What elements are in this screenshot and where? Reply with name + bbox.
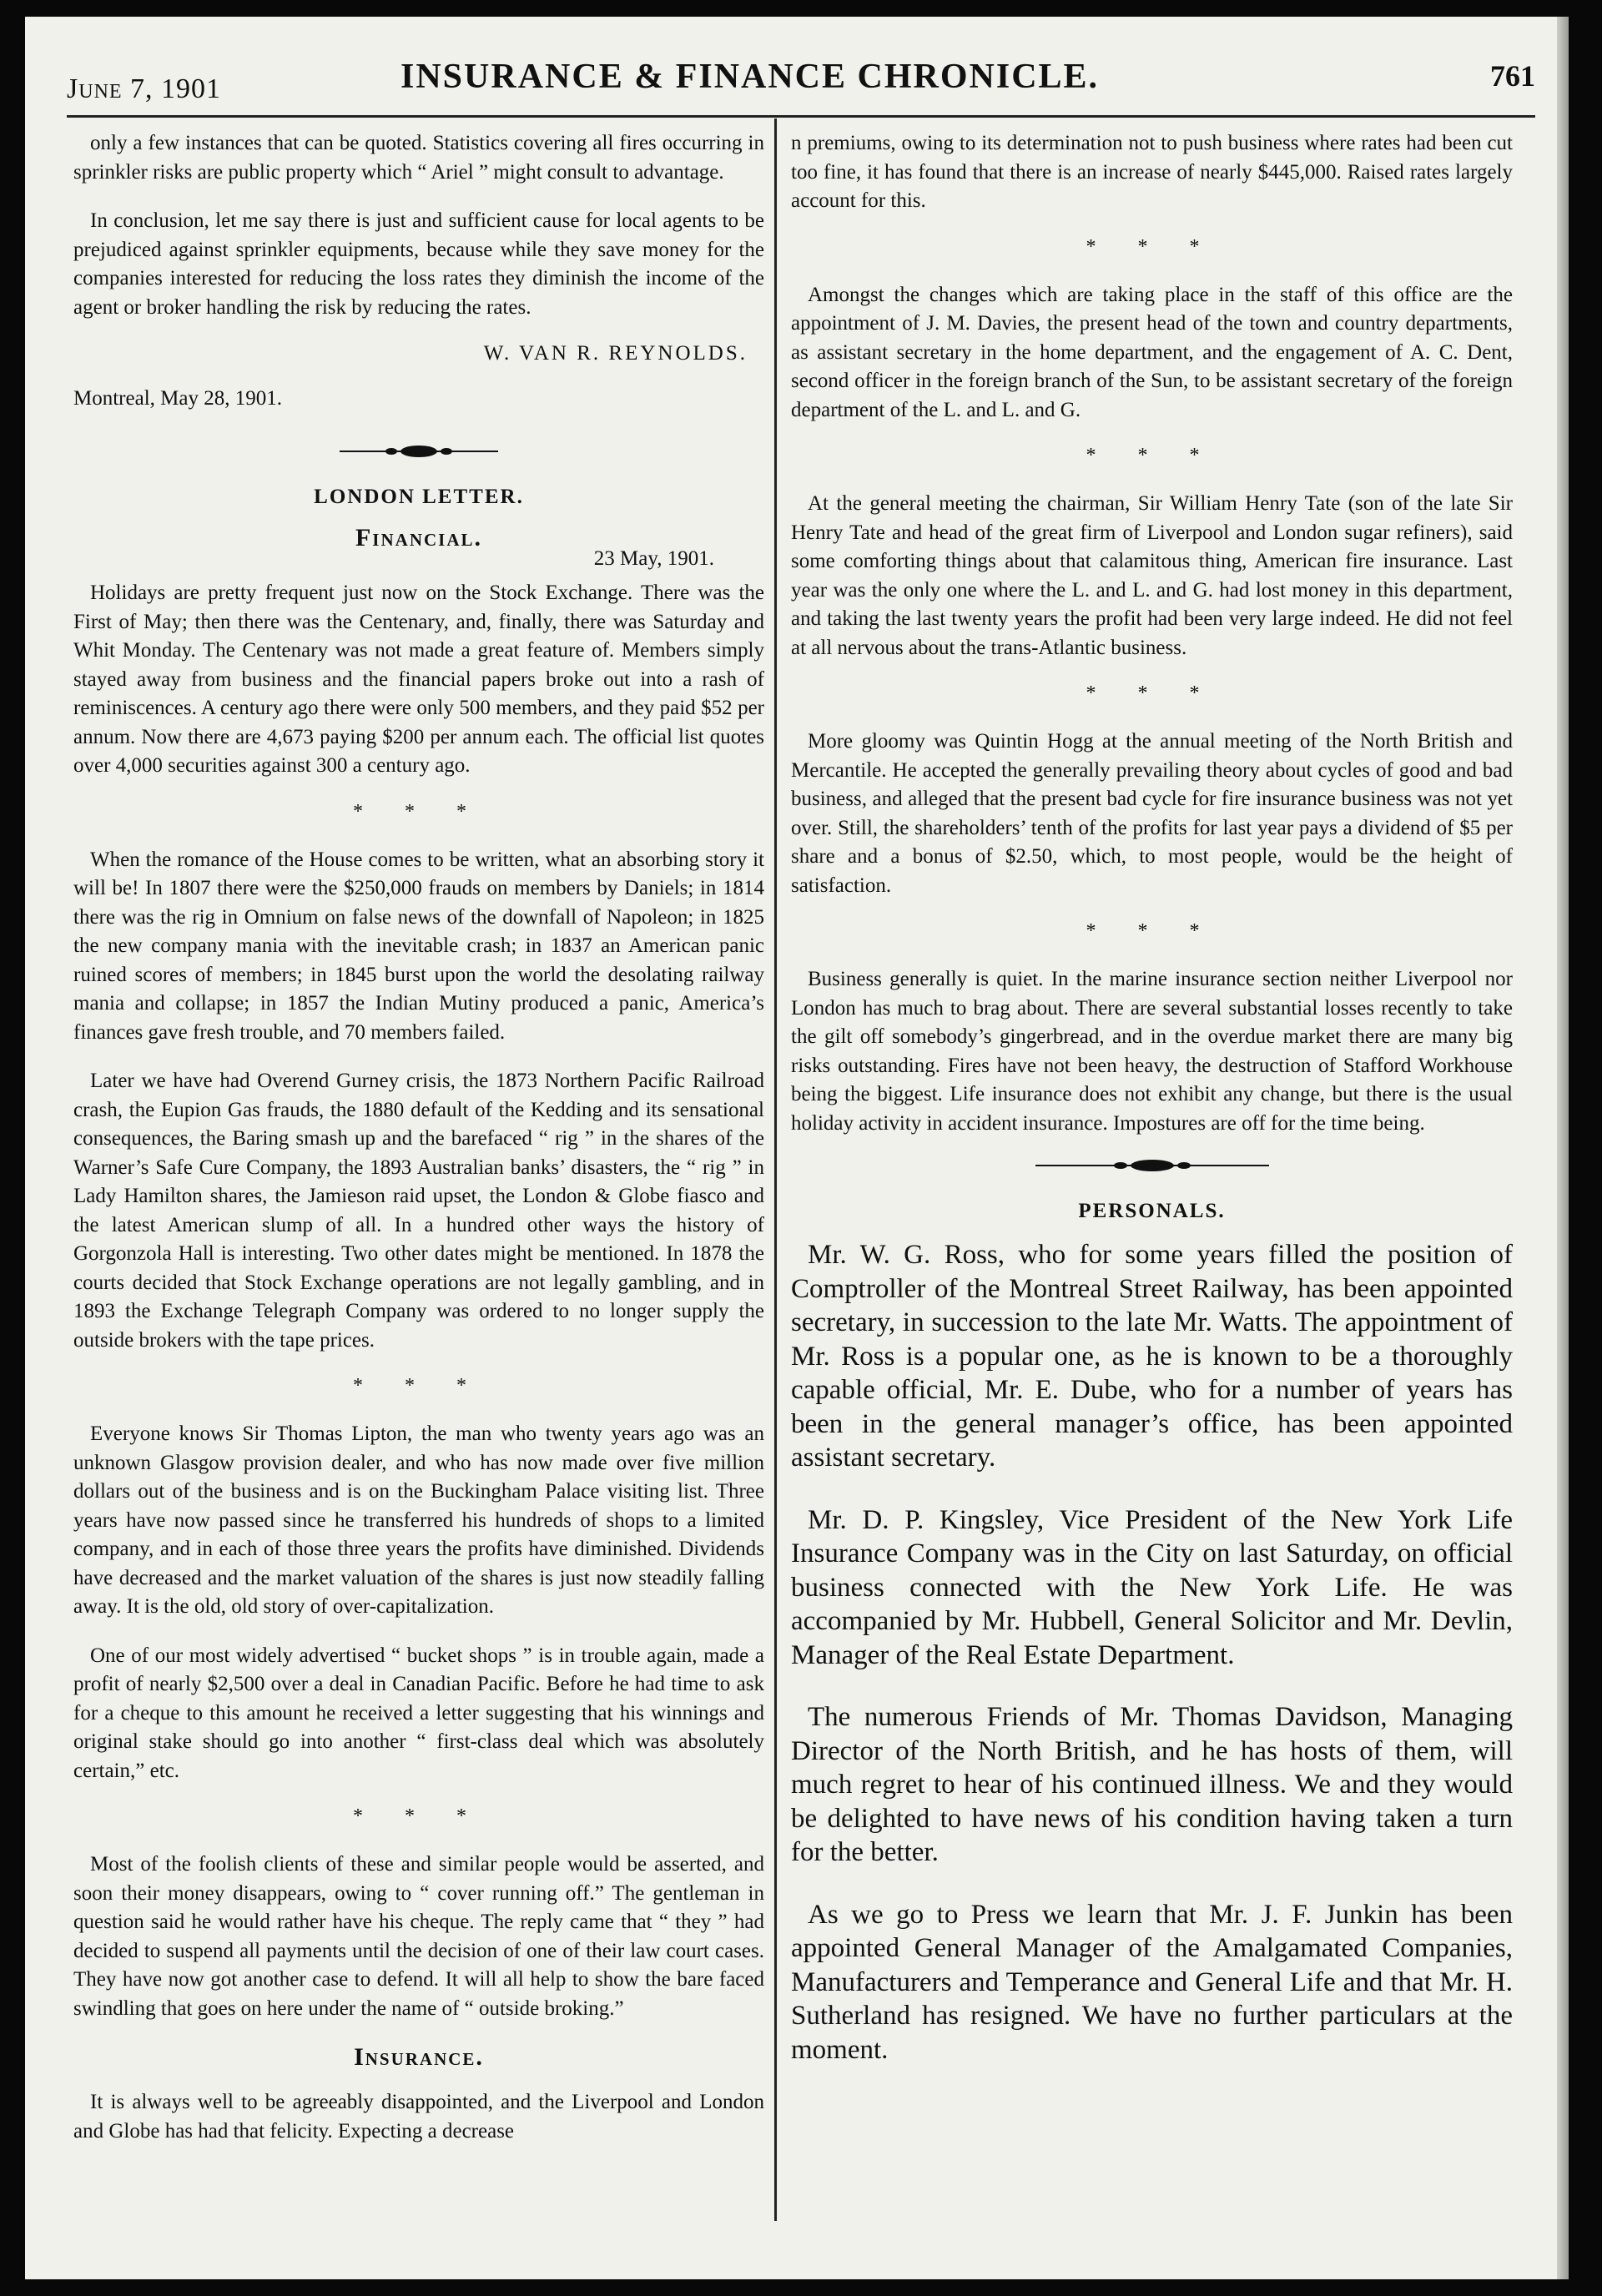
letter-dateline: Montreal, May 28, 1901.: [73, 387, 282, 410]
article-paragraph: Business generally is quiet. In the marine insurance section neither Liverpool nor London has much to brag about. There are several substantial losses recently to take the gilt off somebody’s gingerbread, and in the overdue market there are many big risks outstanding. Fires have not been heavy, the destruction of Stafford Workhouse being the biggest. Life insurance does not exhibit any change, but there is the usual holiday activity in accident insurance. Impostures are off for the time being.: [791, 968, 1513, 1135]
section-ornament: [73, 444, 764, 477]
article-paragraph: Holidays are pretty frequent just now on the Stock Exchange. There was the First of May; then there was the Centenary, and, finally, there was Saturday and Whit Monday. The Centenary was not made a great feature of. Members simply stayed away from business and the financial papers broke out into a rash of reminiscences. A century ago there were only 500 members, and they paid $52 per annum. Now there are 4,673 paying $200 per annum each. The official list quotes over 4,000 securities against 300 a century ago.: [73, 582, 764, 777]
article-date: 23 May, 1901.: [593, 547, 714, 570]
personal-item: Mr. W. G. Ross, who for some years filled the position of Comptroller of the Montreal Street Railway, has been appointed secretary, in succession to the late Mr. Watts. The appointment of Mr. Ross is a popular one, as he is known to be a thoroughly capable official, Mr. E. Dube, who for a number of years has been in the general manager’s office, has been appointed assistant secretary.: [791, 1240, 1513, 1473]
article-paragraph: Everyone knows Sir Thomas Lipton, the man who twenty years ago was an unknown Glasgow provision dealer, and who has now made over five million dollars out of the business and is on the Buckingham Palace visiting list. Three years have now passed since he transferred his hundreds of shops to a limited company, and in each of those three years the profits have diminished. Dividends have decreased and the market valuation of the shares is just now steadily falling away. It is the old, old story of over-capitalization.: [73, 1422, 764, 1618]
right-column: [791, 129, 1513, 2095]
personals-title: PERSONALS.: [1078, 1200, 1226, 1222]
article-paragraph: When the romance of the House comes to be written, what an absorbing story it will be! In 1807 there were the $250,000 frauds on members by Daniels; in 1814 there was the rig in Omnium on false news of the downfall of Napoleon; in 1825 the new company mania with the inevitable crash; in 1837 an American panic ruined scores of members; in 1845 burst upon the world the desolating railway mania and collapse; in 1857 the Indian Mutiny produced a panic, America’s finances gave fresh trouble, and 70 members failed.: [73, 848, 764, 1044]
personal-item: As we go to Press we learn that Mr. J. F. Junkin has been appointed General Manager of the Amalgamated Companies, Manufacturers and Temperance and General Life and that Mr. H. Sutherland has resigned. We have no further particulars at the moment.: [791, 1899, 1513, 2065]
article-paragraph: One of our most widely advertised “ bucket shops ” is in trouble again, made a profit of nearly $2,500 over a deal in Canadian Pacific. Before he had time to ask for a cheque to this amount he received a letter suggesting that his winnings and original stake should go into another “ first-class deal which was absolutely certain,” etc.: [73, 1644, 764, 1782]
ornament-rule-icon: [340, 444, 498, 459]
london-letter-title: LONDON LETTER.: [314, 486, 524, 508]
article-paragraph: More gloomy was Quintin Hogg at the annual meeting of the North British and Mercantile. He accepted the generally prevailing theory about cycles of good and bad business, and alleged that the present bad cycle for fire insurance business was not yet over. Still, the shareholders’ tenth of the profits for last year pays a dividend of $5 per share and a bonus of $2.50, which, to most people, would be the height of satisfaction.: [791, 730, 1513, 897]
separator-stars: * * *: [1086, 235, 1218, 258]
article-paragraph: Amongst the changes which are taking place in the staff of this office are the appointment of J. M. Davies, the present head of the town and country departments, as assistant secretary in the home department, and the engagement of A. C. Dent, second officer in the foreign branch of the Sun, to be assistant secretary of the foreign department of the L. and L. and G.: [791, 283, 1513, 421]
article-paragraph: Most of the foolish clients of these and similar people would be asserted, and soon their money disappears, owing to “ cover running off.” The gentleman in question said he would rather have his cheque. The reply came that “ they ” had decided to suspend all payments until the decision of one of their law court cases. They have now got another case to defend. It will all help to show the bare faced swindling that goes on here under the name of “ outside broking.”: [73, 1853, 764, 2020]
separator-stars: * * *: [1086, 445, 1218, 466]
article-paragraph: It is always well to be agreeably disappointed, and the Liverpool and London and Globe has had that felicity. Expecting a decrease: [73, 2091, 764, 2142]
personal-item: Mr. D. P. Kingsley, Vice President of the New York Life Insurance Company was in the City on last Saturday, on official business connected with the New York Life. He was accompanied by Mr. Hubbell, General Solicitor and Mr. Devlin, Manager of the Real Estate Department.: [791, 1504, 1513, 1670]
separator-stars: * * *: [353, 1805, 485, 1827]
page-number: 761: [1490, 59, 1535, 93]
article-paragraph: At the general meeting the chairman, Sir William Henry Tate (son of the late Sir Henry Tate and head of the great firm of Liverpool and London sugar refiners), said some comforting things about that calamitous thing, American fire insurance. Last year was the only one where the L. and L. and G. had lost money in this department, and taking the last twenty years the profit had been very large indeed. He did not feel at all nervous about the trans-Atlantic business.: [791, 492, 1513, 659]
letter-signature: W. VAN R. REYNOLDS.: [483, 342, 748, 365]
personal-item: The numerous Friends of Mr. Thomas Davidson, Managing Director of the North British, and he has hosts of them, will much regret to hear of his continued illness. We and they would be delighted to have news of his condition having taken a turn for the better.: [791, 1702, 1513, 1867]
article-paragraph: only a few instances that can be quoted. Statistics covering all fires occurring in sprinkler risks are public property which “ Ariel ” might consult to advantage.: [73, 132, 764, 184]
separator-stars: * * *: [353, 1375, 485, 1397]
article-paragraph: Later we have had Overend Gurney crisis, the 1873 Northern Pacific Railroad crash, the Eupion Gas frauds, the 1880 default of the Kedding and its sensational consequences, the Baring smash up and the barefaced “ rig ” in the shares of the Warner’s Safe Cure Company, the 1893 Australian banks’ disasters, the “ rig ” in Lady Hamilton shares, the Jamieson raid upset, the London & Globe fiasco and the latest American slump of all. In a hundred other ways the history of Gorgonzola Hall is interesting. Two other dates might be mentioned. In 1878 the courts decided that Stock Exchange operations are not legally gambling, and in 1893 the Exchange Telegraph Company was ordered to no longer supply the outside brokers with the tape prices.: [73, 1070, 764, 1352]
publication-title: INSURANCE & FINANCE CHRONICLE.: [400, 58, 1100, 96]
ornament-rule-icon: [1035, 1158, 1269, 1173]
separator-stars: * * *: [1086, 682, 1218, 704]
header-rule: [67, 115, 1535, 118]
page-edge-shadow: [1557, 17, 1569, 2279]
separator-stars: * * *: [353, 800, 485, 823]
financial-subtitle: Financial.: [355, 524, 482, 551]
section-ornament: [791, 1158, 1513, 1191]
insurance-subtitle: Insurance.: [354, 2043, 484, 2071]
issue-date: June 7, 1901: [67, 73, 222, 104]
separator-stars: * * *: [1086, 920, 1218, 942]
left-column: [73, 129, 764, 2166]
column-divider: [774, 118, 777, 2221]
page-header: [67, 48, 1535, 115]
article-paragraph: In conclusion, let me say there is just and sufficient cause for local agents to be prejudiced against sprinkler equipments, because while they save money for the companies interested for reducing the loss rates they diminish the income of the agent or broker handling the risk by reducing the rates.: [73, 209, 764, 319]
newspaper-page: [25, 17, 1569, 2279]
article-paragraph: n premiums, owing to its determination not to push business where rates had been cut too fine, it has found that there is an increase of nearly $445,000. Raised rates largely account for this.: [791, 132, 1513, 212]
